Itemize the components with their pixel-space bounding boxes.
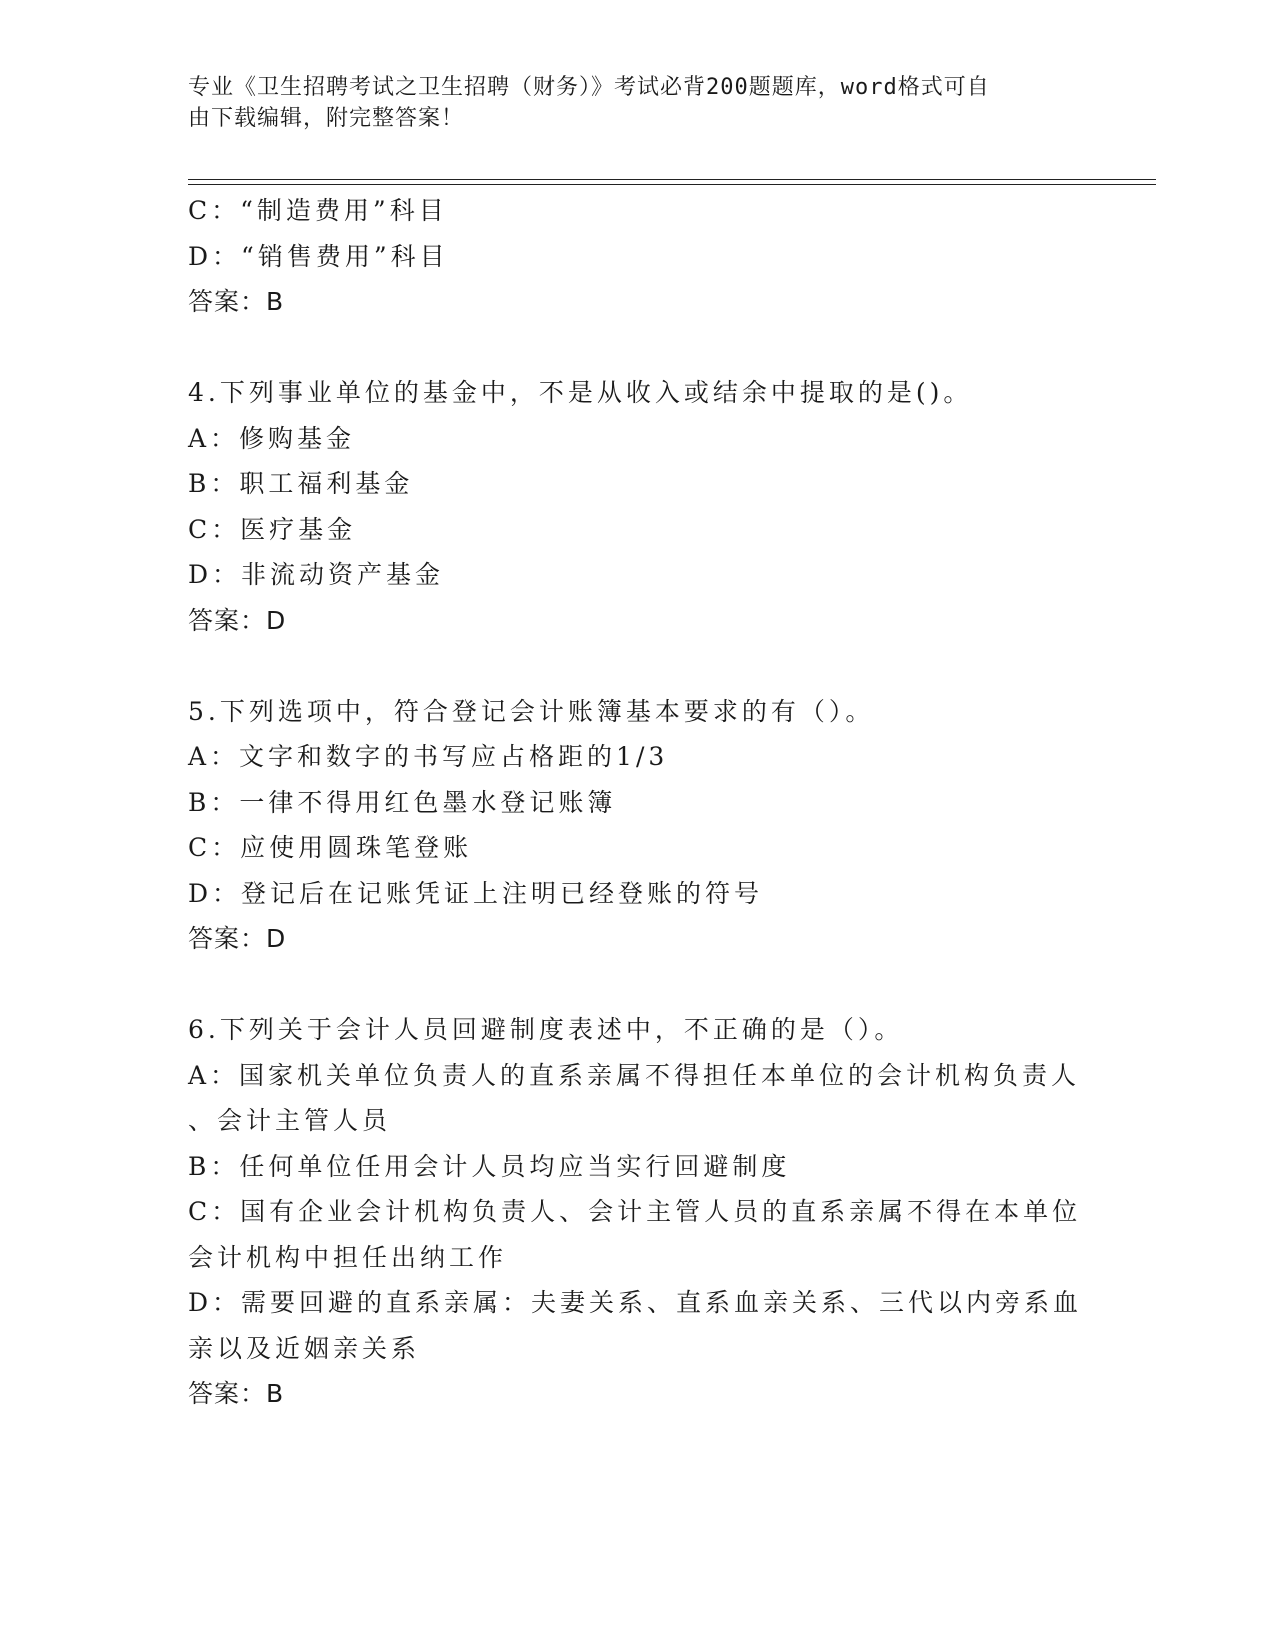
q6-answer: 答案：B bbox=[188, 1379, 285, 1408]
q6-stem: 6.下列关于会计人员回避制度表述中，不正确的是（）。 bbox=[188, 1015, 904, 1044]
q6-option-c-line-2: 会计机构中担任出纳工作 bbox=[188, 1242, 508, 1272]
q4-option-a: A：修购基金 bbox=[188, 423, 356, 453]
question-list bbox=[188, 188, 1088, 1417]
q5-option-b: B：一律不得用红色墨水登记账簿 bbox=[188, 787, 617, 817]
q6-option-a-line-2: 、会计主管人员 bbox=[188, 1106, 392, 1135]
question-3 bbox=[188, 188, 1088, 325]
q3-option-c: C：“制造费用”科目 bbox=[188, 196, 448, 225]
header-line-1: 专业《卫生招聘考试之卫生招聘（财务）》考试必背200题题库，word格式可自 bbox=[188, 75, 990, 100]
q4-option-b: B：职工福利基金 bbox=[188, 469, 414, 498]
q6-option-c-line-1: C：国有企业会计机构负责人、会计主管人员的直系亲属不得在本单位 bbox=[188, 1197, 1082, 1226]
question-6 bbox=[188, 1007, 1088, 1417]
header-line-2: 由下载编辑，附完整答案！ bbox=[188, 106, 465, 131]
document-header bbox=[188, 72, 1068, 134]
q6-option-d-line-1: D：需要回避的直系亲属：夫妻关系、直系血亲关系、三代以内旁系血 bbox=[188, 1288, 1083, 1317]
q4-option-d: D：非流动资产基金 bbox=[188, 560, 445, 589]
question-5 bbox=[188, 689, 1088, 962]
spacer bbox=[188, 325, 1088, 371]
q4-option-c: C：医疗基金 bbox=[188, 514, 357, 544]
q5-answer: 答案：D bbox=[188, 924, 287, 953]
spacer bbox=[188, 643, 1088, 689]
q6-option-a-line-1: A：国家机关单位负责人的直系亲属不得担任本单位的会计机构负责人 bbox=[188, 1060, 1081, 1090]
q3-option-d: D：“销售费用”科目 bbox=[188, 241, 449, 271]
q5-option-c: C：应使用圆珠笔登账 bbox=[188, 833, 473, 862]
spacer bbox=[188, 962, 1088, 1008]
q5-option-a: A：文字和数字的书写应占格距的1/3 bbox=[188, 742, 669, 771]
q4-stem: 4.下列事业单位的基金中，不是从收入或结余中提取的是()。 bbox=[188, 378, 973, 407]
q6-option-b: B：任何单位任用会计人员均应当实行回避制度 bbox=[188, 1151, 791, 1181]
q3-answer: 答案：B bbox=[188, 287, 285, 316]
q5-stem: 5.下列选项中，符合登记会计账簿基本要求的有（）。 bbox=[188, 696, 875, 726]
q4-answer: 答案：D bbox=[188, 605, 287, 635]
q5-option-d: D：登记后在记账凭证上注明已经登账的符号 bbox=[188, 878, 764, 908]
question-4 bbox=[188, 370, 1088, 643]
q6-option-d-line-2: 亲以及近姻亲关系 bbox=[188, 1333, 421, 1363]
header-divider-bottom bbox=[188, 184, 1156, 185]
header-divider-top bbox=[188, 179, 1156, 180]
